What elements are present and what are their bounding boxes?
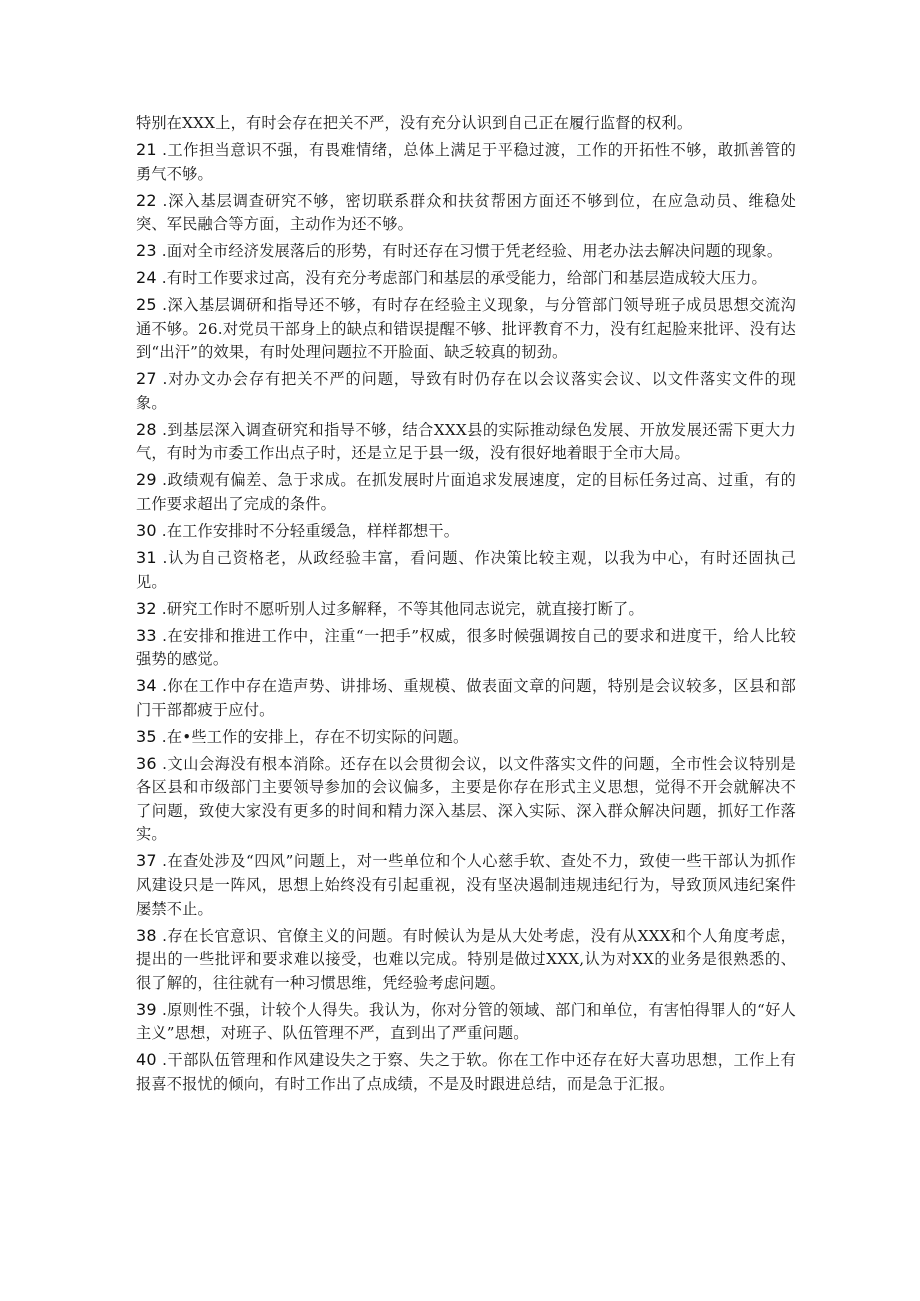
item-number: 22	[136, 190, 157, 210]
list-item	[136, 189, 796, 237]
item-number: 27	[136, 369, 157, 389]
item-number: 36	[136, 753, 157, 773]
item-text: .工作担当意识不强，有畏难情绪，总体上满足于平稳过渡，工作的开拓性不够，敢抓善管的勇气不够。	[136, 140, 797, 183]
item-list	[136, 138, 796, 1097]
list-item	[136, 725, 796, 750]
list-item	[136, 998, 796, 1046]
list-item	[136, 519, 796, 544]
item-number: 29	[136, 470, 157, 490]
item-number: 40	[136, 1050, 157, 1070]
list-item	[136, 266, 796, 291]
item-text: .深入基层调研和指导还不够，有时存在经验主义现象，与分管部门领导班子成员思想交流沟通不够。26.对党员干部身上的缺点和错误提醒不够、批评教育不力，没有红起脸来批评、没有达到“出汗”的效果，有时处理问题拉不开脸面、缺乏较真的韧劲。	[136, 296, 797, 362]
item-text: .深入基层调查研究不够，密切联系群众和扶贫帮困方面还不够到位，在应急动员、维稳处突、军民融合等方面，主动作为还不够。	[136, 191, 797, 234]
list-item	[136, 418, 796, 466]
list-item	[136, 849, 796, 921]
item-text: .存在长官意识、官僚主义的问题。有时候认为是从大处考虑，没有从XXX和个人角度考虑，提出的一些批评和要求难以接受，也难以完成。特别是做过XXX,认为对XX的业务是很熟悉的、很了解的，往往就有一种习惯思维，凭经验考虑问题。	[136, 926, 797, 992]
item-number: 30	[136, 521, 157, 541]
item-text: .原则性不强，计较个人得失。我认为，你对分管的领域、部门和单位，有害怕得罪人的“好人主义”思想，对班子、队伍管理不严，直到出了严重问题。	[136, 1000, 796, 1043]
list-item	[136, 674, 796, 722]
item-number: 31	[136, 548, 157, 567]
item-text: .到基层深入调查研究和指导不够，结合XXX县的实际推动绿色发展、开放发展还需下更大力气，有时为市委工作出点子时，还是立足于县一级，没有很好地着眼于全市大局。	[136, 420, 797, 463]
list-item	[136, 924, 796, 996]
item-text: .你在工作中存在造声势、讲排场、重规模、做表面文章的问题，特别是会议较多，区县和部门干部都疲于应付。	[136, 677, 797, 719]
item-number: 34	[136, 676, 157, 696]
list-item	[136, 546, 796, 594]
item-text: .认为自己资格老，从政经验丰富，看问题、作决策比较主观，以我为中心，有时还固执己见。	[136, 549, 797, 591]
item-text: .干部队伍管理和作风建设失之于察、失之于软。你在工作中还存在好大喜功思想，工作上有报喜不报忧的倾向，有时工作出了点成绩，不是及时跟进总结，而是急于汇报。	[136, 1051, 797, 1093]
item-number: 35	[136, 726, 157, 746]
list-item	[136, 367, 796, 415]
item-number: 39	[136, 999, 157, 1019]
list-item	[136, 624, 796, 672]
item-number: 28	[136, 419, 157, 439]
list-item	[136, 1048, 796, 1096]
item-number: 37	[136, 851, 157, 871]
item-number: 25	[136, 295, 157, 315]
list-item	[136, 293, 796, 365]
lead-paragraph	[136, 112, 796, 136]
item-text: .面对全市经济发展落后的形势，有时还存在习惯于凭老经验、用老办法去解决问题的现象。	[161, 242, 783, 261]
list-item	[136, 138, 796, 186]
list-item	[136, 239, 796, 264]
item-text: .在•些工作的安排上，存在不切实际的问题。	[161, 727, 469, 746]
item-number: 38	[136, 925, 157, 945]
item-number: 23	[136, 241, 157, 261]
item-text: .研究工作时不愿听别人过多解释，不等其他同志说完，就直接打断了。	[161, 599, 644, 618]
list-item	[136, 468, 796, 516]
item-number: 32	[136, 598, 157, 618]
item-number: 33	[136, 625, 157, 645]
item-text: .政绩观有偏差、急于求成。在抓发展时片面追求发展速度，定的目标任务过高、过重，有的工作要求超出了完成的条件。	[136, 471, 797, 514]
item-text: .在安排和推进工作中，注重“一把手”权威，很多时候强调按自己的要求和进度干，给人比较强势的感觉。	[136, 626, 796, 669]
lead-text: 特别在XXX上，有时会存在把关不严，没有充分认识到自己正在履行监督的权利。	[136, 114, 693, 132]
item-text: .在查处涉及“四风”问题上，对一些单位和个人心慈手软、查处不力，致使一些干部认为抓作风建设只是一阵风，思想上始终没有引起重视，没有坚决遏制违规违纪行为，导致顶风违纪案件屡禁不止。	[136, 852, 796, 918]
document-body	[136, 112, 796, 1099]
list-item	[136, 597, 796, 622]
item-text: .文山会海没有根本消除。还存在以会贯彻会议，以文件落实文件的问题，全市性会议特别是各区县和市级部门主要领导参加的会议偏多，主要是你存在形式主义思想，觉得不开会就解决不了问题，致使大家没有更多的时间和精力深入基层、深入实际、深入群众解决问题，抓好工作落实。	[136, 754, 797, 844]
item-text: .对办文办会存有把关不严的问题，导致有时仍存在以会议落实会议、以文件落实文件的现象。	[136, 370, 797, 412]
item-number: 21	[136, 139, 157, 159]
item-text: .有时工作要求过高，没有充分考虑部门和基层的承受能力，给部门和基层造成较大压力。	[161, 269, 767, 288]
item-number: 24	[136, 268, 157, 288]
item-text: .在工作安排时不分轻重缓急，样样都想干。	[161, 522, 460, 541]
list-item	[136, 752, 796, 847]
